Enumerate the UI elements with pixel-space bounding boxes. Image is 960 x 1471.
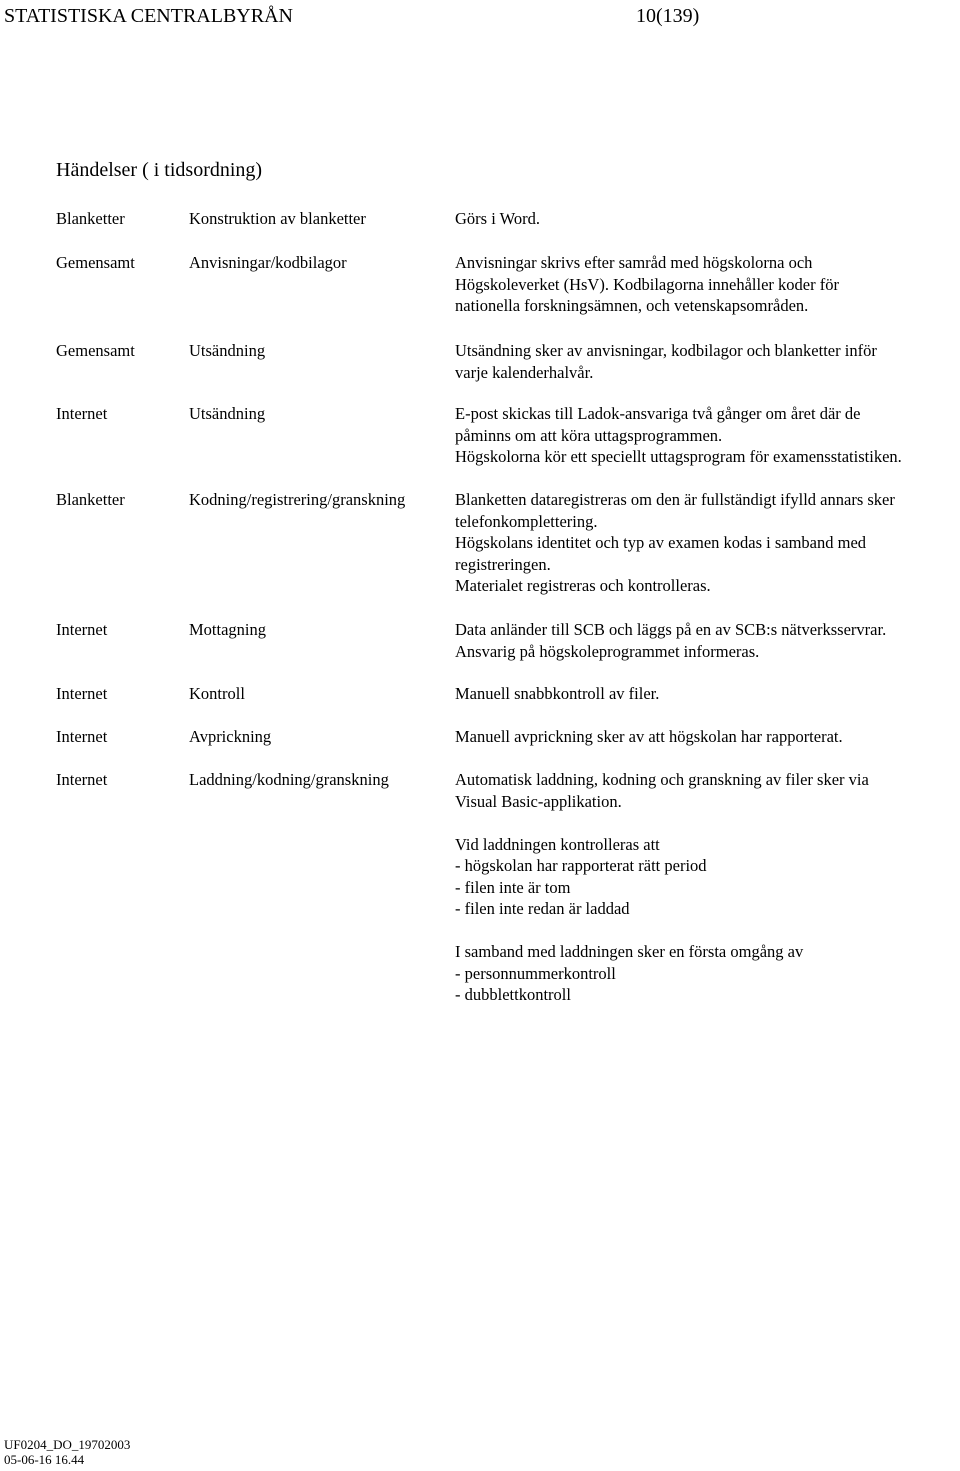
event-description xyxy=(455,726,960,748)
description-line: - filen inte redan är laddad xyxy=(455,899,630,918)
description-paragraph xyxy=(455,683,960,705)
description-line: - filen inte är tom xyxy=(455,877,571,897)
event-category: Gemensamt xyxy=(56,341,135,360)
description-line: Automatisk laddning, kodning och granskning av filer sker via xyxy=(455,770,869,789)
description-line: I samband med laddningen sker en första omgång av xyxy=(455,942,804,961)
event-activity: Anvisningar/kodbilagor xyxy=(189,253,347,272)
description-line: Manuell snabbkontroll av filer. xyxy=(455,684,660,703)
description-line: Högskoleverket (HsV). Kodbilagorna innehåller koder för xyxy=(455,274,839,294)
description-line: Data anländer till SCB och läggs på en av SCB:s nätverksservrar. xyxy=(455,620,887,639)
event-category: Internet xyxy=(56,620,108,639)
footer-doc-id: UF0204_DO_19702003 xyxy=(4,1437,131,1452)
description-line: - dubblettkontroll xyxy=(455,985,571,1004)
description-paragraph xyxy=(455,941,960,1006)
description-line: varje kalenderhalvår. xyxy=(455,362,594,382)
footer xyxy=(4,1437,130,1467)
event-activity: Utsändning xyxy=(189,404,266,423)
event-category: Internet xyxy=(56,684,108,703)
event-activity: Kontroll xyxy=(189,684,245,703)
description-line: E-post skickas till Ladok-ansvariga två gånger om året där de xyxy=(455,404,861,423)
event-activity: Laddning/kodning/granskning xyxy=(189,770,389,789)
description-line: Utsändning sker av anvisningar, kodbilagor och blanketter inför xyxy=(455,341,877,360)
event-category: Blanketter xyxy=(56,490,125,509)
description-line: Högskolorna kör ett speciellt uttagsprogram för examensstatistiken. xyxy=(455,447,902,466)
description-line: - personnummerkontroll xyxy=(455,963,616,983)
description-paragraph xyxy=(455,619,960,662)
description-line: påminns om att köra uttagsprogrammen. xyxy=(455,425,723,445)
event-category: Internet xyxy=(56,770,108,789)
description-line: Manuell avprickning sker av att högskolan har rapporterat. xyxy=(455,727,843,746)
event-activity: Kodning/registrering/granskning xyxy=(189,490,406,509)
description-line: Blanketten dataregistreras om den är fullständigt ifylld annars sker xyxy=(455,490,895,509)
description-line: Högskolans identitet och typ av examen kodas i samband med xyxy=(455,533,867,552)
event-description xyxy=(455,489,960,597)
event-description xyxy=(455,403,960,468)
description-paragraph xyxy=(455,403,960,468)
event-activity: Utsändning xyxy=(189,341,266,360)
event-description xyxy=(455,252,960,317)
event-activity: Avprickning xyxy=(189,727,272,746)
event-activity: Konstruktion av blanketter xyxy=(189,209,366,228)
event-category: Internet xyxy=(56,404,108,423)
description-paragraph xyxy=(455,340,960,383)
description-line: Anvisningar skrivs efter samråd med högskolorna och xyxy=(455,253,813,272)
event-category: Internet xyxy=(56,727,108,746)
description-paragraph xyxy=(455,208,960,230)
footer-date: 05-06-16 16.44 xyxy=(4,1452,85,1467)
organization-name: STATISTISKA CENTRALBYRÅN xyxy=(4,5,293,27)
event-description xyxy=(455,340,960,383)
description-line: nationella forskningsämnen, och vetenskapsområden. xyxy=(455,296,809,315)
description-paragraph xyxy=(455,769,960,812)
description-line: telefonkomplettering. xyxy=(455,511,598,531)
section-title: Händelser ( i tidsordning) xyxy=(56,159,263,181)
event-description xyxy=(455,683,960,705)
description-paragraph xyxy=(455,834,960,920)
event-description xyxy=(455,619,960,662)
event-description xyxy=(455,769,960,1006)
description-line: Visual Basic-applikation. xyxy=(455,791,622,811)
description-line: Görs i Word. xyxy=(455,209,540,228)
event-description xyxy=(455,208,960,230)
event-activity: Mottagning xyxy=(189,620,266,639)
event-category: Gemensamt xyxy=(56,253,135,272)
description-line: - högskolan har rapporterat rätt period xyxy=(455,856,707,875)
event-category: Blanketter xyxy=(56,209,125,228)
page-number: 10(139) xyxy=(636,5,700,27)
description-paragraph xyxy=(455,726,960,748)
description-paragraph xyxy=(455,489,960,597)
description-line: Ansvarig på högskoleprogrammet informeras. xyxy=(455,641,760,661)
description-line: Vid laddningen kontrolleras att xyxy=(455,834,660,854)
description-paragraph xyxy=(455,252,960,317)
description-line: registreringen. xyxy=(455,554,551,574)
description-line: Materialet registreras och kontrolleras. xyxy=(455,576,711,595)
